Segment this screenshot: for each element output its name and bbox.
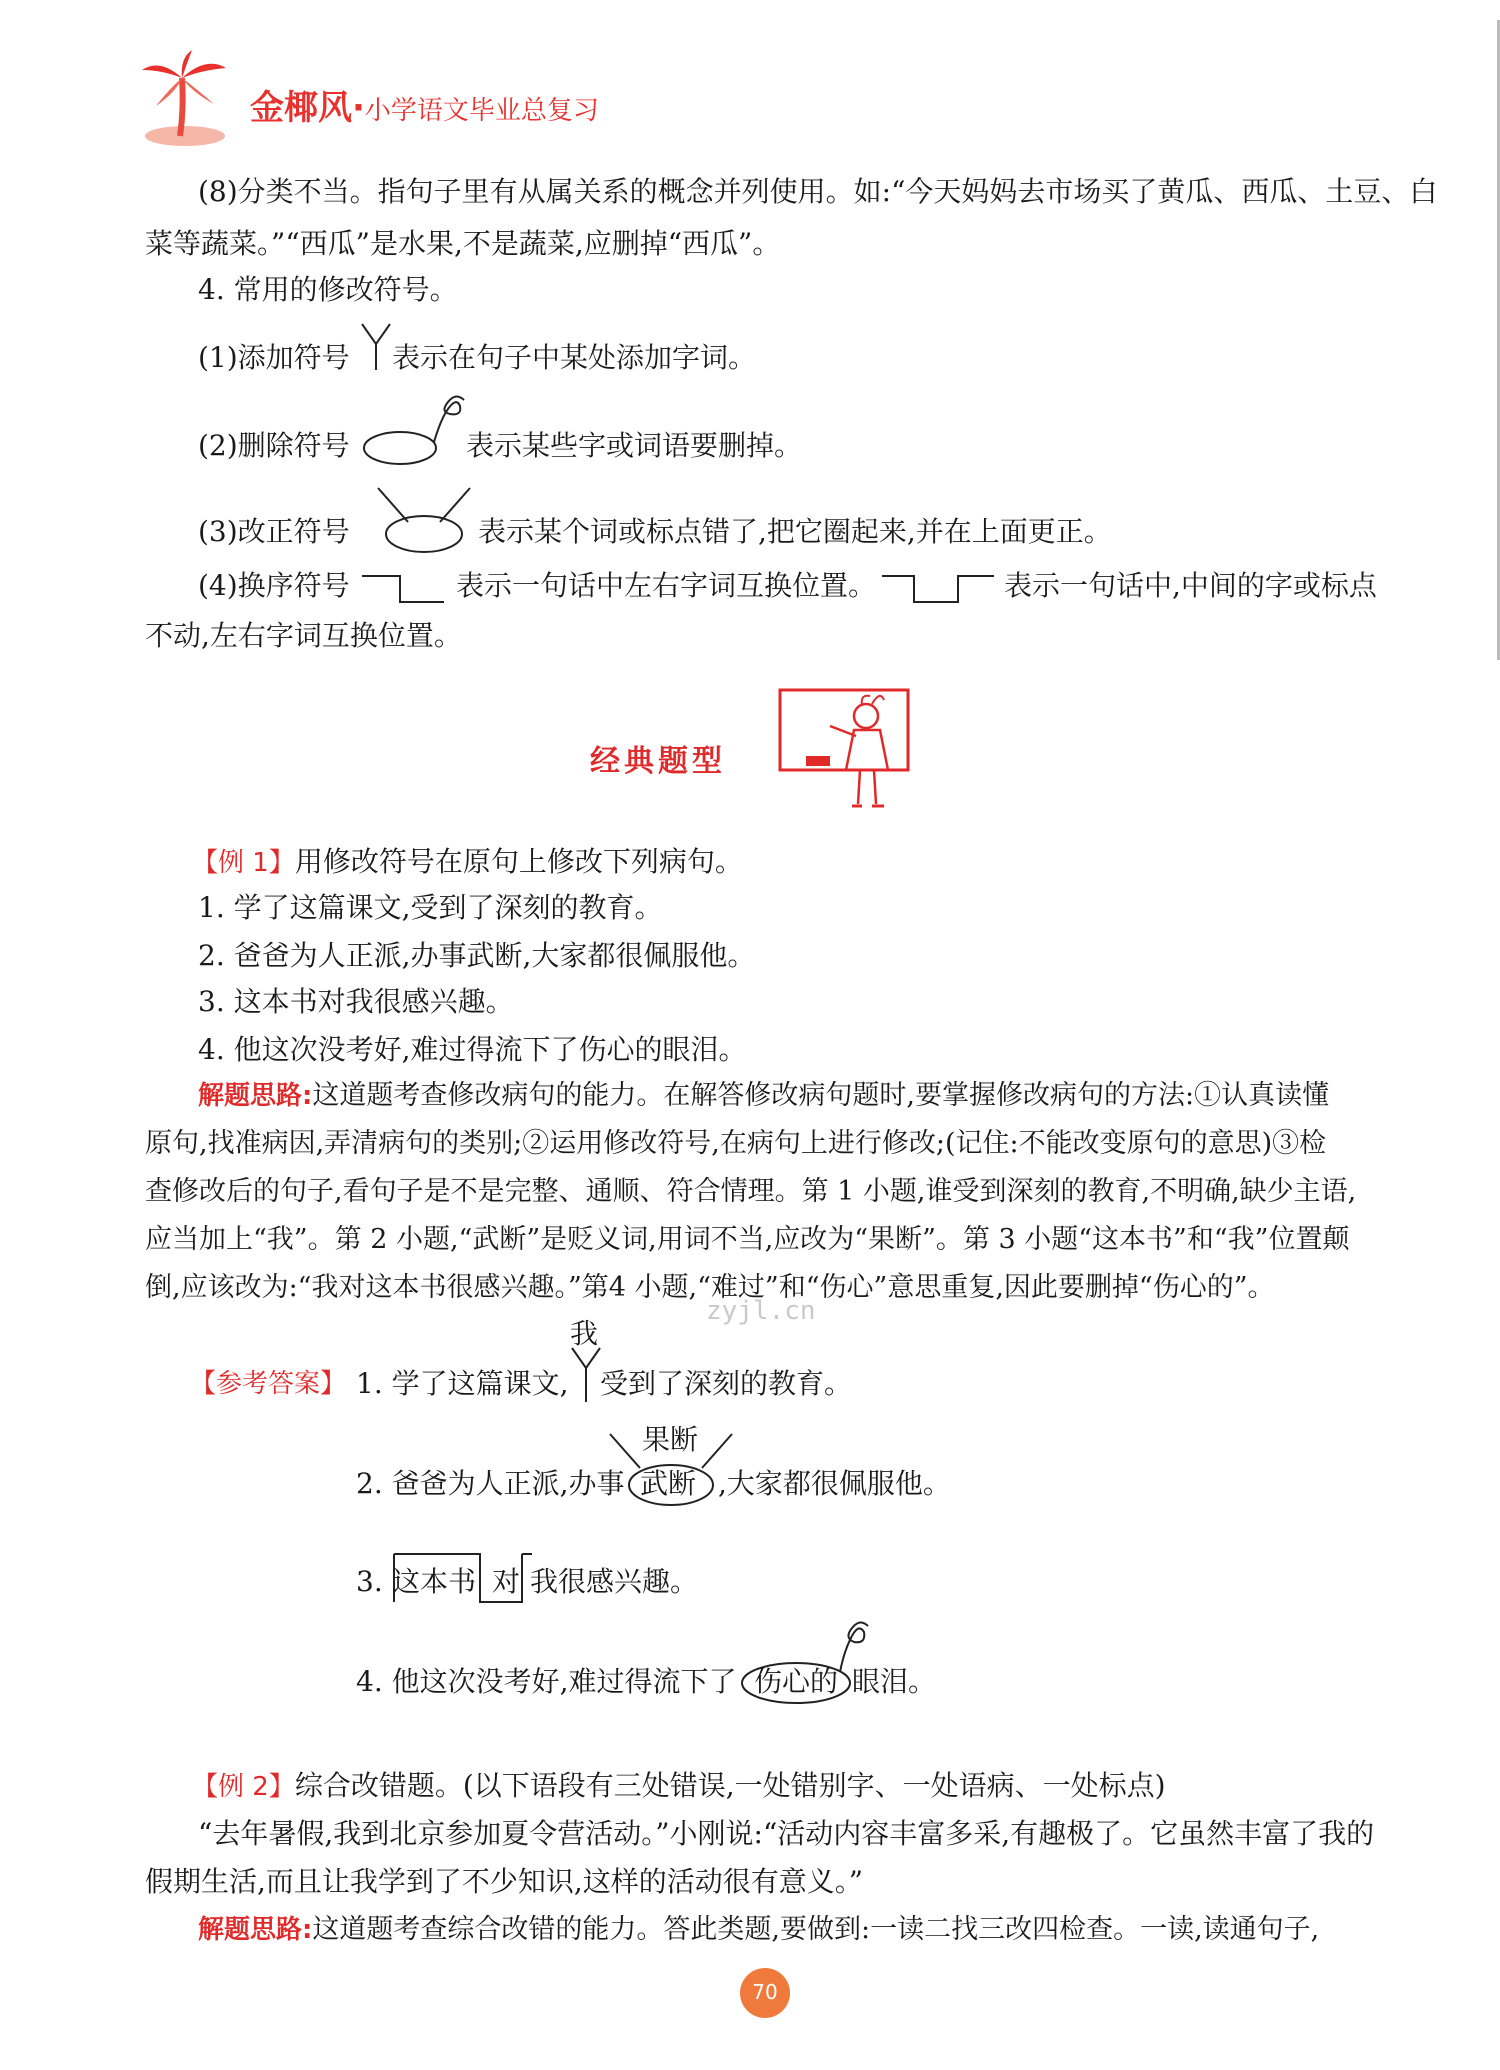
- example2-prompt: 综合改错题。(以下语段有三处错误,一处错别字、一处语病、一处标点): [294, 1769, 1166, 1802]
- sym2-label: (2)删除符号: [198, 429, 350, 462]
- answer3-c: 我很感兴趣。: [530, 1565, 699, 1598]
- answer3-num: 3.: [356, 1565, 383, 1598]
- answer2-circled: 武断: [640, 1467, 697, 1500]
- example1-prompt: 用修改符号在原句上修改下列病句。: [294, 845, 743, 878]
- example2-para-line2: 假期生活,而且让我学到了不少知识,这样的活动很有意义。”: [145, 1865, 864, 1898]
- sym4-desc-c: 不动,左右字词互换位置。: [145, 619, 462, 652]
- example1-analysis-line5: 倒,应该改为:“我对这本书很感兴趣。”第4 小题,“难过”和“伤心”意思重复,因此要删掉“伤心的”。: [145, 1272, 1275, 1303]
- answer4-circled: 伤心的: [754, 1665, 839, 1698]
- brand-dot: ·: [352, 88, 365, 128]
- example1-analysis-line1: [198, 1074, 1329, 1118]
- banner-title: 经典题型: [590, 744, 726, 779]
- example1-analysis-line4: 应当加上“我”。第 2 小题,“武断”是贬义词,用词不当,应改为“果断”。第 3 小题“这本书”和“我”位置颠: [145, 1224, 1350, 1255]
- answer1-pre: 1. 学了这篇课文,: [356, 1367, 569, 1400]
- example1-item: 1. 学了这篇课文,受到了深刻的教育。: [198, 891, 663, 924]
- sym3-desc: 表示某个词或标点错了,把它圈起来,并在上面更正。: [478, 515, 1112, 548]
- insert-mark-icon: [568, 1346, 604, 1408]
- header-brand: [250, 80, 599, 129]
- sym3-label: (3)改正符号: [198, 515, 350, 548]
- example2-para-line1: “去年暑假,我到北京参加夏令营活动。”小刚说:“活动内容丰富多采,有趣极了。它虽然丰富了我的: [198, 1817, 1375, 1850]
- answer1-post: 受到了深刻的教育。: [600, 1367, 853, 1400]
- sym4-label: (4)换序符号: [198, 569, 350, 602]
- example1-item: 3. 这本书对我很感兴趣。: [198, 985, 514, 1018]
- example1-analysis-line3: 查修改后的句子,看句子是不是完整、通顺、符合情理。第 1 小题,谁受到深刻的教育,不明确,缺少主语,: [145, 1176, 1357, 1207]
- correct-mark-icon: [370, 486, 480, 570]
- answer4-post: 眼泪。: [852, 1665, 937, 1698]
- example1-item: 4. 他这次没考好,难过得流下了伤心的眼泪。: [198, 1033, 747, 1066]
- teacher-illustration: [776, 686, 916, 820]
- analysis-tag: 解题思路:: [198, 1081, 313, 1111]
- insert-mark-icon: [356, 322, 396, 376]
- palm-tree-logo: [140, 48, 230, 152]
- item8-line2: 菜等蔬菜。”“西瓜”是水果,不是蔬菜,应删掉“西瓜”。: [145, 227, 781, 260]
- answer3-a: 这本书: [392, 1565, 477, 1598]
- sym1-desc: 表示在句子中某处添加字词。: [392, 341, 757, 374]
- watermark: zyjl.cn: [706, 1296, 816, 1326]
- answer4-pre: 4. 他这次没考好,难过得流下了: [356, 1665, 737, 1698]
- analysis-text: 这道题考查综合改错的能力。答此类题,要做到:一读二找三改四检查。一读,读通句子,: [312, 1914, 1320, 1945]
- delete-mark-icon: [740, 1616, 870, 1714]
- example2-tag: 【例 2】: [192, 1772, 295, 1802]
- example1-header: [192, 840, 743, 885]
- example2-header: [192, 1764, 1166, 1809]
- example2-analysis: [198, 1908, 1319, 1952]
- answer2-post: ,大家都很佩服他。: [718, 1467, 951, 1500]
- circle-mark-icon: [626, 1462, 716, 1512]
- swap-middle-mark-icon: [878, 568, 998, 612]
- delete-mark-icon: [360, 392, 470, 476]
- sym1-label: (1)添加符号: [198, 341, 350, 374]
- swap-mark-icon: [358, 568, 448, 612]
- sym4-desc-a: 表示一句话中左右字词互换位置。: [456, 569, 877, 602]
- example1-analysis-line2: 原句,找准病因,弄清病句的类别;②运用修改符号,在病句上进行修改;(记住:不能改变原句的意思)③检: [145, 1128, 1327, 1159]
- answer3-b: 对: [492, 1565, 521, 1598]
- item8-line1: (8)分类不当。指句子里有从属关系的概念并列使用。如:“今天妈妈去市场买了黄瓜、西瓜、土豆、白: [198, 175, 1438, 208]
- page-number: 70: [752, 1980, 778, 2004]
- answer1-insert: 我: [570, 1317, 599, 1350]
- answer2-fix: 果断: [642, 1423, 699, 1456]
- heading-4: 4. 常用的修改符号。: [198, 273, 458, 306]
- sym4-desc-b: 表示一句话中,中间的字或标点: [1004, 569, 1377, 602]
- brand-subtitle: 小学语文毕业总复习: [364, 96, 599, 126]
- analysis-text: 这道题考查修改病句的能力。在解答修改病句题时,要掌握修改病句的方法:①认真读懂: [312, 1080, 1330, 1111]
- answer-tag: 【参考答案】: [190, 1369, 347, 1399]
- answer2-pre: 2. 爸爸为人正派,办事: [356, 1467, 625, 1500]
- example1-tag: 【例 1】: [192, 848, 295, 878]
- brand-name: 金椰风: [250, 88, 352, 128]
- sym2-desc: 表示某些字或词语要删掉。: [466, 429, 803, 462]
- example1-item: 2. 爸爸为人正派,办事武断,大家都很佩服他。: [198, 939, 756, 972]
- analysis-tag: 解题思路:: [198, 1915, 313, 1945]
